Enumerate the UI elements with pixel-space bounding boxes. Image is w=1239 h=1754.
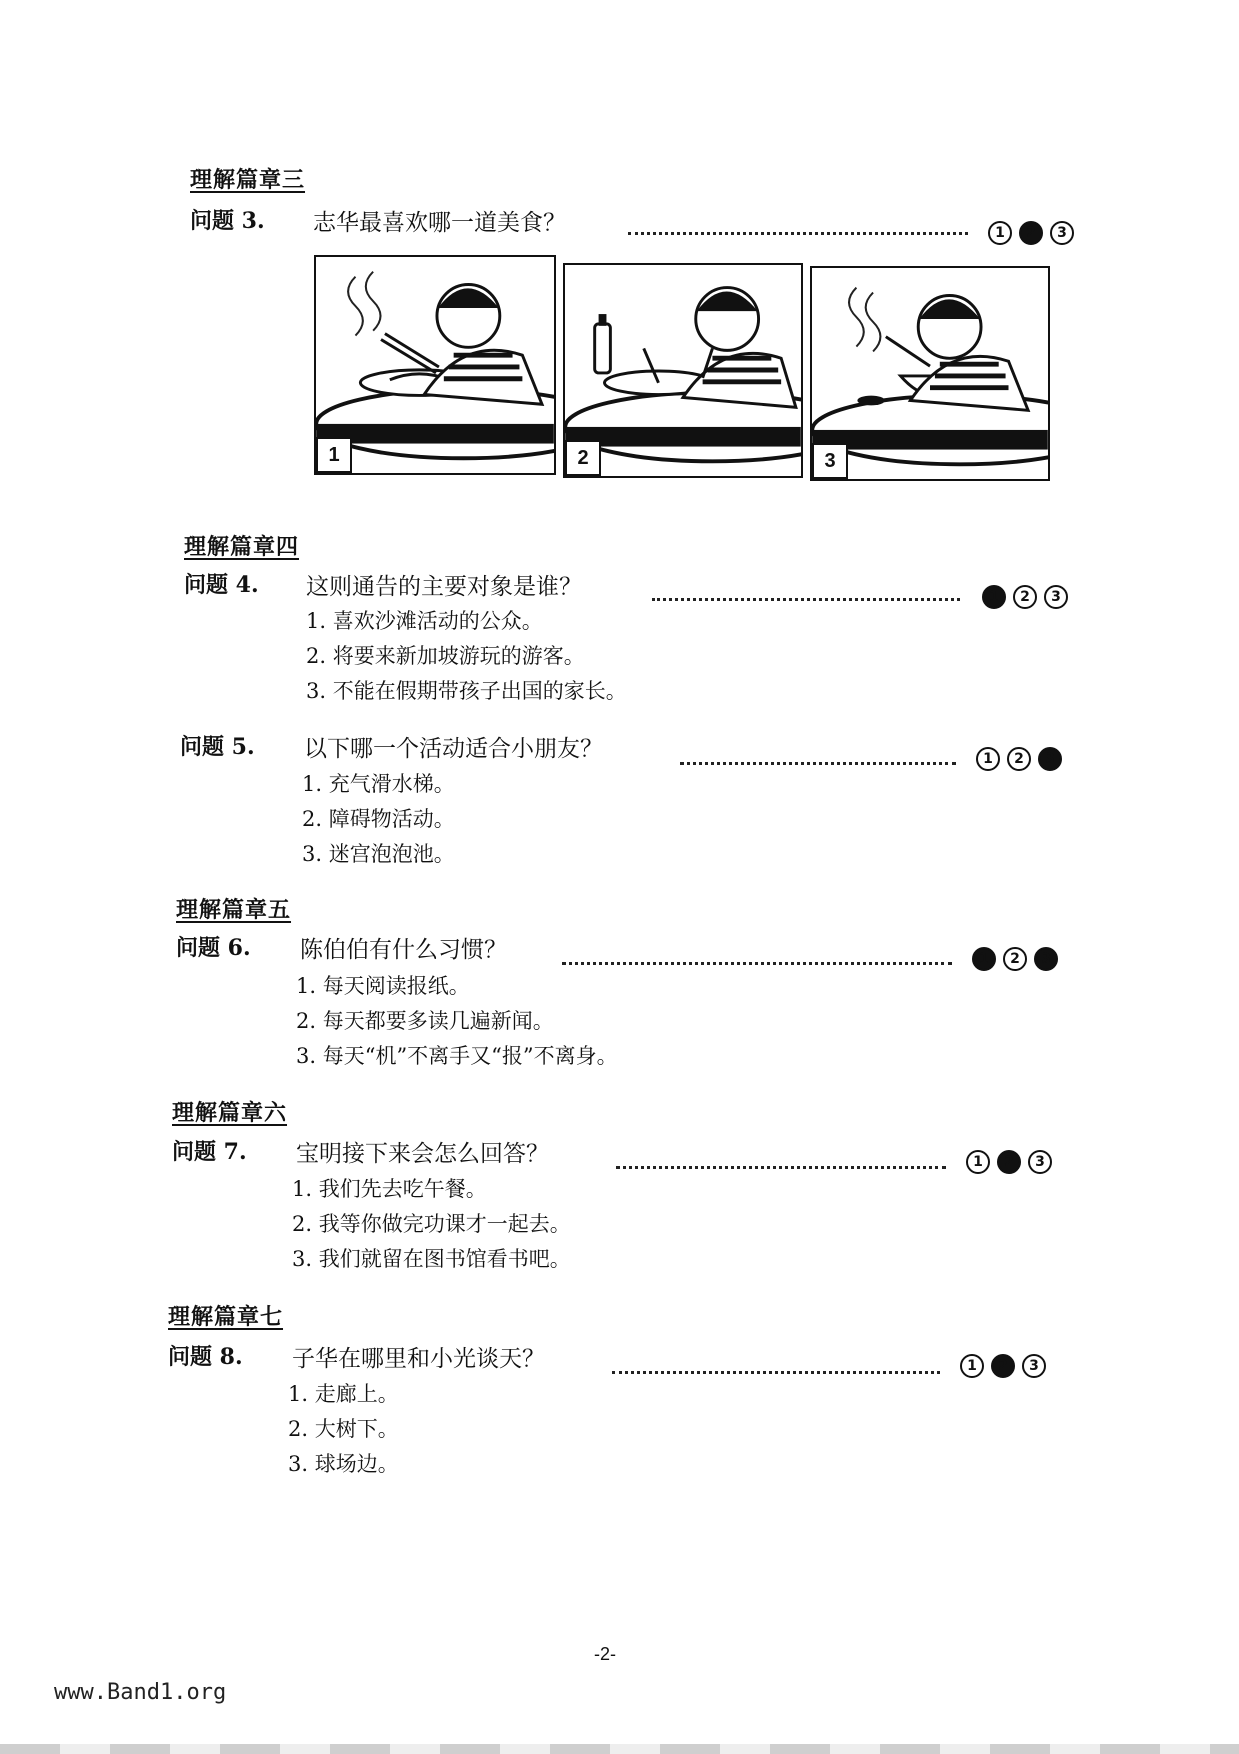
option-8-1: 1. 走廊上。 xyxy=(288,1382,399,1406)
answer-bubble-3[interactable]: 3 xyxy=(1044,585,1068,609)
option-4-2: 2. 将要来新加坡游玩的游客。 xyxy=(306,644,585,668)
leader-dots xyxy=(652,598,960,601)
picture-panel-3 xyxy=(810,266,1050,481)
answer-bubble-1-filled[interactable]: 1 xyxy=(982,585,1006,609)
page-number: -2- xyxy=(594,1644,616,1664)
answer-bubbles-q7 xyxy=(966,1150,1052,1174)
leader-dots xyxy=(616,1166,946,1169)
answer-bubble-2-filled[interactable]: 2 xyxy=(997,1150,1021,1174)
answer-bubble-2-filled[interactable]: 2 xyxy=(991,1354,1015,1378)
picture-panel-1 xyxy=(314,255,556,475)
answer-bubble-1[interactable]: 1 xyxy=(960,1354,984,1378)
answer-bubble-2-filled[interactable]: 2 xyxy=(1019,221,1043,245)
option-7-2: 2. 我等你做完功课才一起去。 xyxy=(292,1212,571,1236)
answer-bubble-3[interactable]: 3 xyxy=(1028,1150,1052,1174)
option-7-3: 3. 我们就留在图书馆看书吧。 xyxy=(292,1247,571,1271)
answer-bubble-1[interactable]: 1 xyxy=(988,221,1012,245)
answer-bubble-3[interactable]: 3 xyxy=(1050,221,1074,245)
answer-bubbles-q5 xyxy=(976,747,1062,771)
question-3-label: 问题 3. xyxy=(190,208,265,234)
section-title-6: 理解篇章六 xyxy=(172,1100,288,1126)
panel-number-3: 3 xyxy=(812,443,848,479)
option-5-2: 2. 障碍物活动。 xyxy=(302,807,455,831)
picture-panel-2 xyxy=(563,263,803,478)
answer-bubble-3-filled[interactable]: 3 xyxy=(1034,947,1058,971)
question-6-label: 问题 6. xyxy=(176,935,251,961)
answer-bubble-2[interactable]: 2 xyxy=(1003,947,1027,971)
answer-bubbles-q3 xyxy=(988,221,1074,245)
section-title-5: 理解篇章五 xyxy=(176,897,292,923)
answer-bubble-1-filled[interactable]: 1 xyxy=(972,947,996,971)
leader-dots xyxy=(628,232,968,235)
answer-bubble-3-filled[interactable]: 3 xyxy=(1038,747,1062,771)
question-4-label: 问题 4. xyxy=(184,572,259,598)
leader-dots xyxy=(562,962,952,965)
option-4-1: 1. 喜欢沙滩活动的公众。 xyxy=(306,609,543,633)
answer-bubbles-q4 xyxy=(982,585,1068,609)
question-5-text: 以下哪一个活动适合小朋友？ xyxy=(304,736,603,762)
option-5-1: 1. 充气滑水梯。 xyxy=(302,772,455,796)
question-8-text: 子华在哪里和小光谈天？ xyxy=(292,1346,545,1372)
leader-dots xyxy=(680,762,956,765)
question-5-label: 问题 5. xyxy=(180,734,255,760)
option-7-1: 1. 我们先去吃午餐。 xyxy=(292,1177,487,1201)
question-7-text: 宝明接下来会怎么回答？ xyxy=(296,1141,549,1167)
panel-number-1: 1 xyxy=(316,437,352,473)
panel-number-2: 2 xyxy=(565,440,601,476)
option-6-2: 2. 每天都要多读几遍新闻。 xyxy=(296,1009,554,1033)
answer-bubbles-q8 xyxy=(960,1354,1046,1378)
answer-bubbles-q6 xyxy=(972,947,1058,971)
answer-bubble-3[interactable]: 3 xyxy=(1022,1354,1046,1378)
answer-bubble-1[interactable]: 1 xyxy=(966,1150,990,1174)
question-7-label: 问题 7. xyxy=(172,1139,247,1165)
option-5-3: 3. 迷宫泡泡池。 xyxy=(302,842,455,866)
answer-bubble-2[interactable]: 2 xyxy=(1007,747,1031,771)
answer-bubble-2[interactable]: 2 xyxy=(1013,585,1037,609)
question-3-text: 志华最喜欢哪一道美食？ xyxy=(313,210,566,236)
question-4-text: 这则通告的主要对象是谁？ xyxy=(306,574,582,600)
section-title-7: 理解篇章七 xyxy=(168,1304,284,1330)
answer-bubble-1[interactable]: 1 xyxy=(976,747,1000,771)
option-6-1: 1. 每天阅读报纸。 xyxy=(296,974,470,998)
option-8-3: 3. 球场边。 xyxy=(288,1452,399,1476)
website-footer: www.Band1.org xyxy=(54,1680,227,1705)
question-8-label: 问题 8. xyxy=(168,1344,243,1370)
leader-dots xyxy=(612,1371,940,1374)
option-8-2: 2. 大树下。 xyxy=(288,1417,399,1441)
option-6-3: 3. 每天“机”不离手又“报”不离身。 xyxy=(296,1044,618,1068)
section-title-3: 理解篇章三 xyxy=(190,167,306,193)
option-4-3: 3. 不能在假期带孩子出国的家长。 xyxy=(306,679,627,703)
question-6-text: 陈伯伯有什么习惯？ xyxy=(300,937,507,963)
scan-edge-strip xyxy=(0,1744,1239,1754)
section-title-4: 理解篇章四 xyxy=(184,534,300,560)
